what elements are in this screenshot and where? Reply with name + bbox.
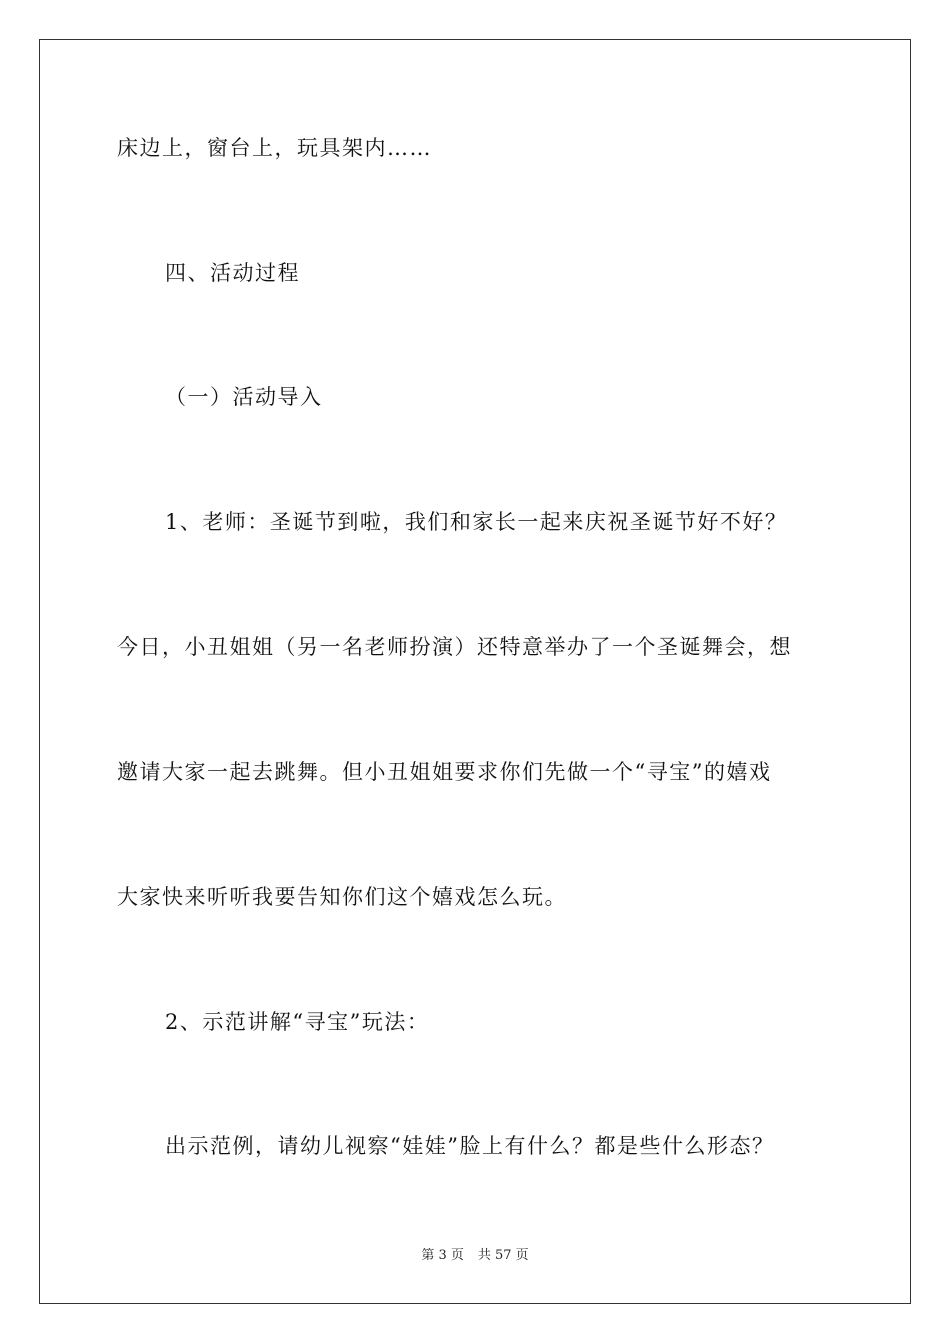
body-text-line: 邀请大家一起去跳舞。但小丑姐姐要求你们先做一个“寻宝”的嬉戏	[117, 760, 772, 784]
body-text-line: 大家快来听听我要告知你们这个嬉戏怎么玩。	[117, 885, 567, 909]
section-heading: 四、活动过程	[165, 261, 300, 285]
body-text-line: 出示范例，请幼儿视察“娃娃”脸上有什么？都是些什么形态？	[165, 1134, 775, 1158]
body-text-line: 床边上，窗台上，玩具架内……	[117, 136, 432, 160]
page-footer	[0, 1247, 950, 1265]
subsection-heading: （一）活动导入	[165, 385, 323, 409]
page-border	[39, 39, 911, 1304]
body-text-line: 1、老师：圣诞节到啦，我们和家长一起来庆祝圣诞节好不好？	[165, 510, 788, 534]
body-text-line: 2、示范讲解“寻宝”玩法：	[165, 1010, 430, 1034]
body-text-line: 今日，小丑姐姐（另一名老师扮演）还特意举办了一个圣诞舞会，想	[117, 635, 792, 659]
page-total: 共 57 页	[477, 1248, 529, 1263]
page-number: 第 3 页	[421, 1248, 464, 1263]
